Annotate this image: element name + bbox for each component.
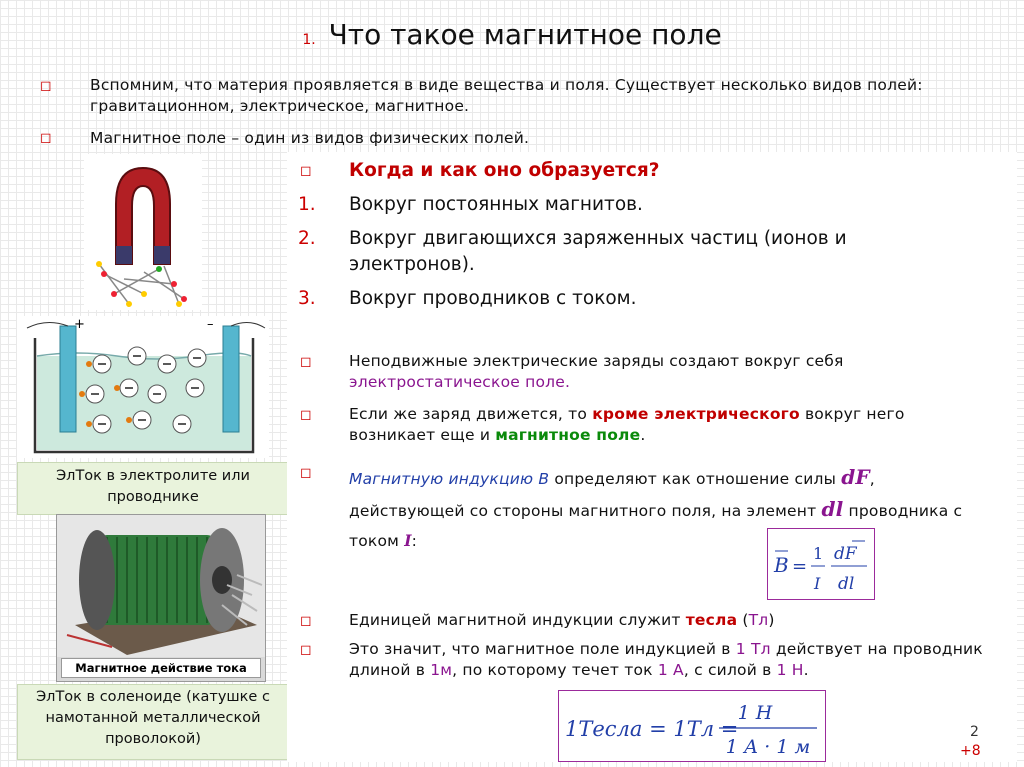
bullet-marker: ◻	[300, 163, 312, 179]
list-item-3: Вокруг проводников с током.	[349, 288, 637, 309]
symbol-dF: dF	[841, 465, 870, 489]
magnetic-field-term: магнитное поле	[495, 426, 641, 444]
symbol-B: B	[538, 470, 550, 488]
electrolyte-image	[17, 316, 269, 458]
tesla-term: тесла	[685, 611, 738, 629]
formula-denominator: 1 А · 1 м	[725, 736, 811, 758]
bullet-marker: ◻	[300, 354, 312, 370]
bullet-marker: ◻	[40, 130, 52, 146]
horseshoe-magnet-image	[84, 154, 202, 310]
solenoid-image-label: Магнитное действие тока	[61, 658, 261, 678]
paragraph-text: (	[737, 611, 749, 629]
value-1-ampere: 1 А	[657, 661, 684, 679]
paragraph-text: , с силой в	[683, 661, 777, 679]
paragraph-text: действует на проводник длиной в	[349, 640, 983, 679]
tesla-abbr: Тл	[748, 611, 769, 629]
list-number-1: 1.	[298, 194, 316, 215]
title-number: 1.	[302, 32, 316, 48]
anode-plus-sign: +	[74, 317, 85, 332]
induction-term: Магнитную индукцию	[349, 470, 534, 488]
list-number-3: 3.	[298, 288, 316, 309]
intro-paragraph-2: Магнитное поле – один из видов физических полей.	[90, 129, 530, 147]
formula-equals: =	[792, 556, 808, 577]
formula-I: I	[814, 574, 821, 593]
solenoid-caption: ЭлТок в соленоиде (катушке с намотанной металлической проволокой)	[17, 684, 289, 760]
value-1-meter: 1м	[430, 661, 453, 679]
paragraph-text: Неподвижные электрические заряды создают вокруг себя	[349, 352, 844, 370]
paragraph-text: .	[640, 426, 646, 444]
paragraph-text: вокруг него возникает еще и	[349, 405, 905, 444]
paragraph-text: проводника с током	[349, 502, 963, 550]
formula-B: B	[774, 553, 789, 577]
value-1-newton: 1 Н	[776, 661, 804, 679]
paragraph-text: )	[768, 611, 775, 629]
paragraph-text: , действующей со стороны магнитного поля, на элемент	[349, 470, 875, 520]
symbol-dl: dl	[821, 497, 844, 521]
solenoid-image	[56, 514, 266, 682]
cathode-minus-sign: –	[207, 317, 214, 332]
list-number-2: 2.	[298, 228, 316, 249]
paragraph-text: Единицей магнитной индукции служит	[349, 611, 686, 629]
bullet-marker: ◻	[40, 78, 52, 94]
paragraph-text: , по которому течет ток	[452, 661, 658, 679]
paragraph-text: .	[803, 661, 809, 679]
when-heading: Когда и как оно образуется?	[349, 160, 660, 181]
formula-one: 1	[813, 544, 824, 563]
page-number: 2	[970, 724, 979, 740]
symbol-I: I	[404, 531, 412, 550]
bullet-marker: ◻	[300, 465, 312, 481]
paragraph-text: Если же заряд движется, то	[349, 405, 593, 423]
paragraph-induction	[349, 462, 989, 556]
paragraph-text: :	[411, 532, 418, 550]
paragraph-moving-charge	[349, 404, 989, 446]
list-item-1: Вокруг постоянных магнитов.	[349, 194, 643, 215]
paragraph-static-charges	[349, 351, 989, 393]
paragraph-tesla	[349, 610, 989, 631]
title-text: Что такое магнитное поле	[328, 18, 722, 51]
bullet-marker: ◻	[300, 613, 312, 629]
list-item-2: Вокруг двигающихся заряженных частиц (ионов и электронов).	[349, 228, 847, 275]
formula-numerator: 1 Н	[737, 702, 773, 724]
page-extra: +8	[960, 743, 981, 759]
electrostatic-field-term: электростатическое поле.	[349, 373, 571, 391]
paragraph-tesla-meaning	[349, 639, 989, 681]
electrolyte-caption: ЭлТок в электролите или проводнике	[17, 462, 289, 515]
bullet-marker: ◻	[300, 407, 312, 423]
bullet-marker: ◻	[300, 642, 312, 658]
value-1-tesla: 1 Тл	[735, 640, 771, 658]
formula-dl: dl	[838, 574, 855, 594]
electric-term: кроме электрического	[592, 405, 800, 423]
formula-tesla-lhs: 1Тесла = 1Тл =	[565, 717, 739, 741]
slide-title	[0, 18, 1024, 51]
induction-formula	[767, 528, 875, 600]
paragraph-text: определяют как отношение силы	[549, 470, 842, 488]
paragraph-text: Это значит, что магнитное поле индукцией в	[349, 640, 736, 658]
formula-dF: dF	[834, 544, 857, 564]
tesla-formula	[558, 690, 826, 762]
intro-paragraph-1: Вспомним, что материя проявляется в виде вещества и поля. Существует несколько видов полей: гравитационном, электрическое, магнитное.	[90, 76, 923, 115]
